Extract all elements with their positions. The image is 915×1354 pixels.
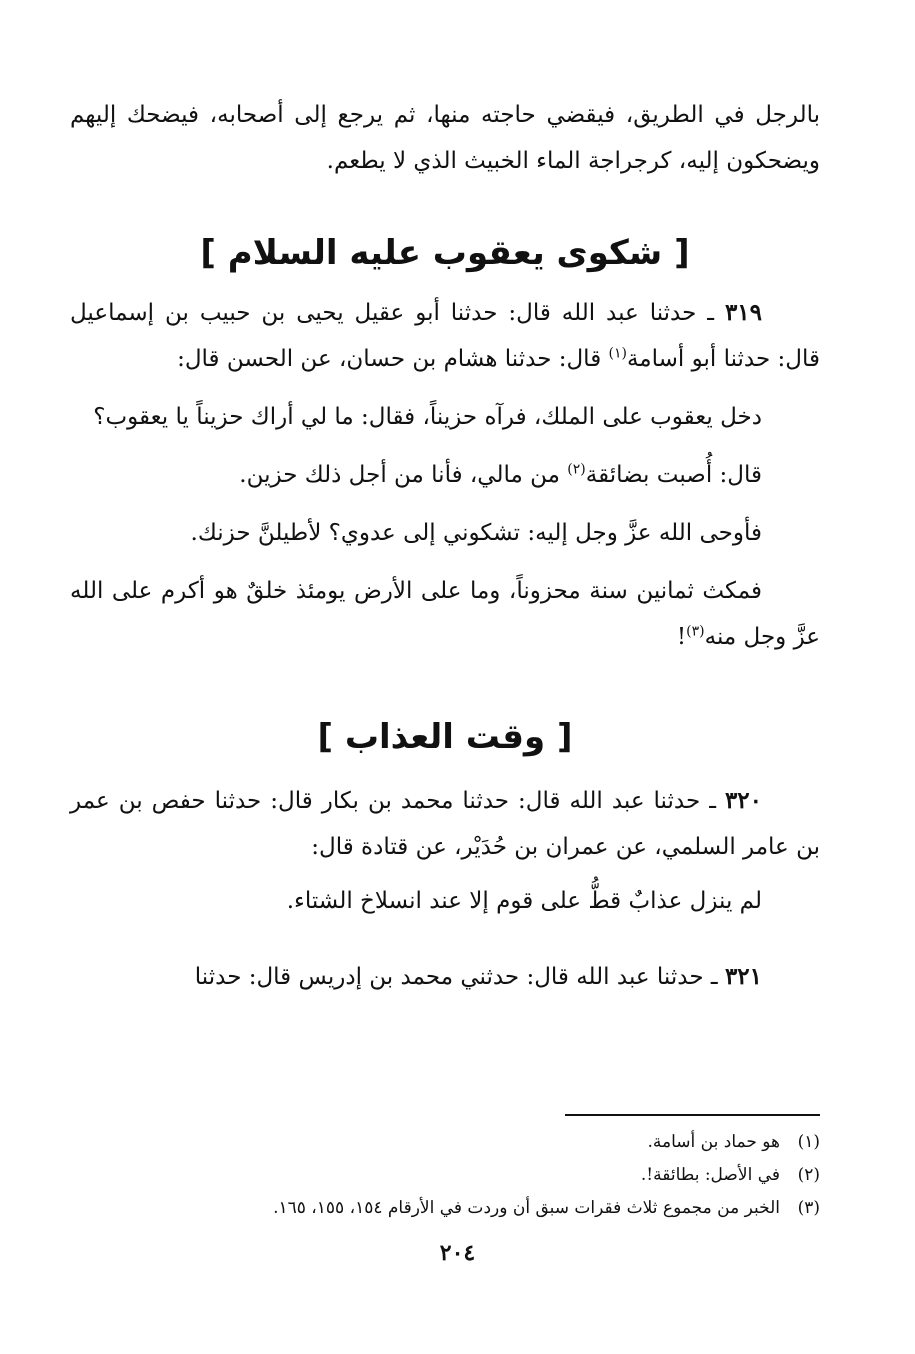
report-number: ٣٢٠ (724, 787, 762, 814)
footnote-3 (70, 1192, 820, 1225)
footnote-ref: (٣) (686, 623, 705, 640)
paragraph-text: من مالي، فأنا من أجل ذلك حزين. (239, 462, 568, 488)
section-heading-punishment: [ وقت العذاب ] (317, 717, 573, 757)
footnote-mark: (٢) (797, 1165, 820, 1185)
paragraph-text: ! (676, 624, 687, 650)
report-text: ـ حدثنا عبد الله قال: حدثني محمد بن إدريس قال: حدثنا (194, 964, 725, 990)
footnote-text: الخبر من مجموع ثلاث فقرات سبق أن وردت في الأرقام ١٥٤، ١٥٥، ١٦٥. (273, 1198, 780, 1218)
footnote-mark: (٣) (797, 1198, 820, 1218)
footnotes (70, 1126, 820, 1225)
footnote-2 (70, 1159, 820, 1192)
footnote-mark: (١) (797, 1132, 820, 1152)
paragraph-text: قال: أُصبت بضائقة (585, 462, 762, 488)
footnote-ref: (٢) (567, 461, 586, 478)
paragraph (70, 452, 820, 498)
report-number: ٣٢١ (724, 963, 762, 990)
paragraph: فأوحى الله عزَّ وجل إليه: تشكوني إلى عدوي؟ لأطيلنَّ حزنك. (190, 520, 762, 546)
paragraph: لم ينزل عذابٌ قطُّ على قوم إلا عند انسلاخ الشتاء. (286, 888, 762, 914)
paragraph-continuation: بالرجل في الطريق، فيقضي حاجته منها، ثم يرجع إلى أصحابه، فيضحك إليهم ويضحكون إليه، كرجراجة الماء الخبيث الذي لا يطعم. (70, 102, 820, 174)
report-text: ـ حدثنا عبد الله قال: حدثنا محمد بن بكار قال: حدثنا حفص بن عمر بن عامر السلمي، عن عمران بن حُدَيْر، عن قتادة قال: (70, 788, 820, 860)
footnote-ref: (١) (608, 345, 627, 362)
report-number: ٣١٩ (724, 299, 762, 326)
footnote-text: في الأصل: بطائقة!. (640, 1165, 780, 1185)
footnote-text: هو حماد بن أسامة. (647, 1132, 780, 1152)
report-319 (70, 290, 820, 382)
section-heading-yaqub: [ شكوى يعقوب عليه السلام ] (200, 233, 690, 273)
footnote-1 (70, 1126, 820, 1159)
report-321 (70, 954, 820, 1000)
paragraph-text: فمكث ثمانين سنة محزوناً، وما على الأرض يومئذ خلقٌ هو أكرم على الله عزَّ وجل منه (70, 578, 820, 650)
paragraph (70, 568, 820, 660)
footnote-divider (565, 1114, 820, 1116)
report-text: ـ حدثنا عبد الله قال: حدثنا أبو عقيل يحيى بن حبيب بن إسماعيل قال: حدثنا أبو أسامة (70, 300, 820, 372)
paragraph: دخل يعقوب على الملك، فرآه حزيناً، فقال: ما لي أراك حزيناً يا يعقوب؟ (93, 404, 762, 430)
report-320 (70, 778, 820, 870)
report-text: قال: حدثنا هشام بن حسان، عن الحسن قال: (177, 346, 609, 372)
page-body (70, 92, 820, 1000)
page-number: ٢٠٤ (439, 1240, 476, 1266)
